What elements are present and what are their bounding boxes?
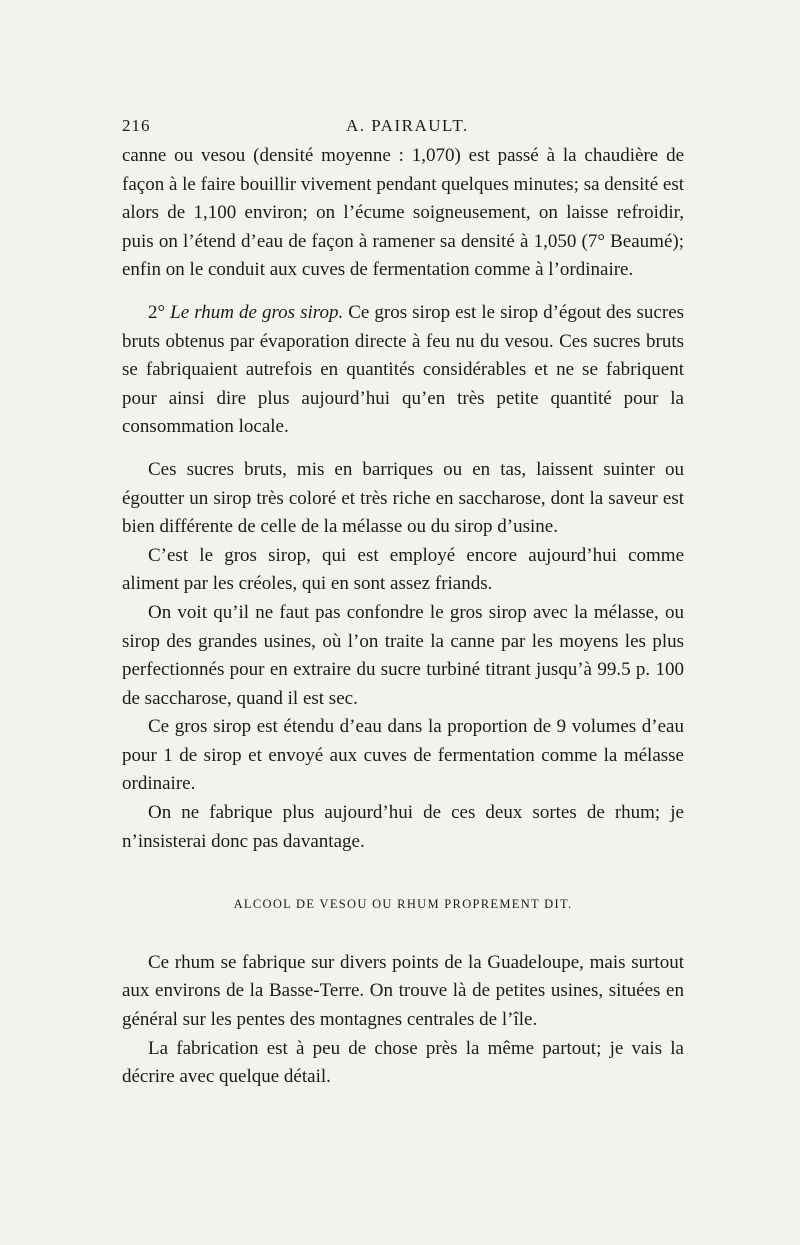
paragraph: Ce rhum se fabrique sur divers points de la Guadeloupe, mais surtout aux environs de la Basse-Terre. On trouve là de petites usines, situées en général sur les pentes des montagnes centrales de l’île. xyxy=(122,951,684,1031)
running-head-author: A. PAIRAULT. xyxy=(346,116,469,135)
paragraph-continued: canne ou vesou (densité moyenne : 1,070) est passé à la chaudière de façon à le faire bouillir vivement pendant quelques minutes; sa densité est alors de 1,100 environ; on l’écume soigneusement, on laisse refroidir, puis on l’étend d’eau de façon à ramener sa densité à 1,050 (7° Beaumé); enfin on le conduit aux cuves de fermentation comme à l’ordinaire. xyxy=(122,145,684,281)
item-number: 2° xyxy=(148,301,166,323)
paragraph: On voit qu’il ne faut pas confondre le gros sirop avec la mélasse, ou sirop des grandes usines, où l’on traite la canne par les moyens les plus perfectionnés pour en extraire du sucre turbiné titrant jusqu’à 99.5 p. 100 de saccharose, quand il est sec. xyxy=(122,601,684,709)
paragraph: On ne fabrique plus aujourd’hui de ces deux sortes de rhum; je n’insisterai donc pas davantage. xyxy=(122,802,684,852)
paragraph: Ces sucres bruts, mis en barriques ou en tas, laissent suinter ou égoutter un sirop très coloré et très riche en saccharose, dont la saveur est bien différente de celle de la mélasse ou du sirop d’usine. xyxy=(122,458,684,538)
body-text xyxy=(122,142,684,1092)
paragraph: Ce gros sirop est étendu d’eau dans la proportion de 9 volumes d’eau pour 1 de sirop et envoyé aux cuves de fermentation comme la mélasse ordinaire. xyxy=(122,716,684,795)
running-head xyxy=(122,112,684,142)
item-text: Ce gros sirop est le sirop d’égout des sucres bruts obtenus par évaporation directe à feu nu du vesou. Ces sucres bruts se fabriquaient autrefois en quantités considérables et ne se fabriquent pour ainsi dire plus aujourd’hui qu’en très petite quantité pour la consommation locale. xyxy=(122,301,685,438)
paragraph-gros-sirop xyxy=(122,299,684,442)
paragraph: C’est le gros sirop, qui est employé encore aujourd’hui comme aliment par les créoles, qui en sont assez friands. xyxy=(122,544,684,595)
paragraph: La fabrication est à peu de chose près la même partout; je vais la décrire avec quelque détail. xyxy=(122,1037,684,1088)
page-number: 216 xyxy=(122,116,151,135)
book-page xyxy=(122,112,684,1092)
item-title: Le rhum de gros sirop. xyxy=(170,301,344,323)
section-heading: ALCOOL DE VESOU OU RHUM PROPREMENT DIT. xyxy=(233,897,573,912)
